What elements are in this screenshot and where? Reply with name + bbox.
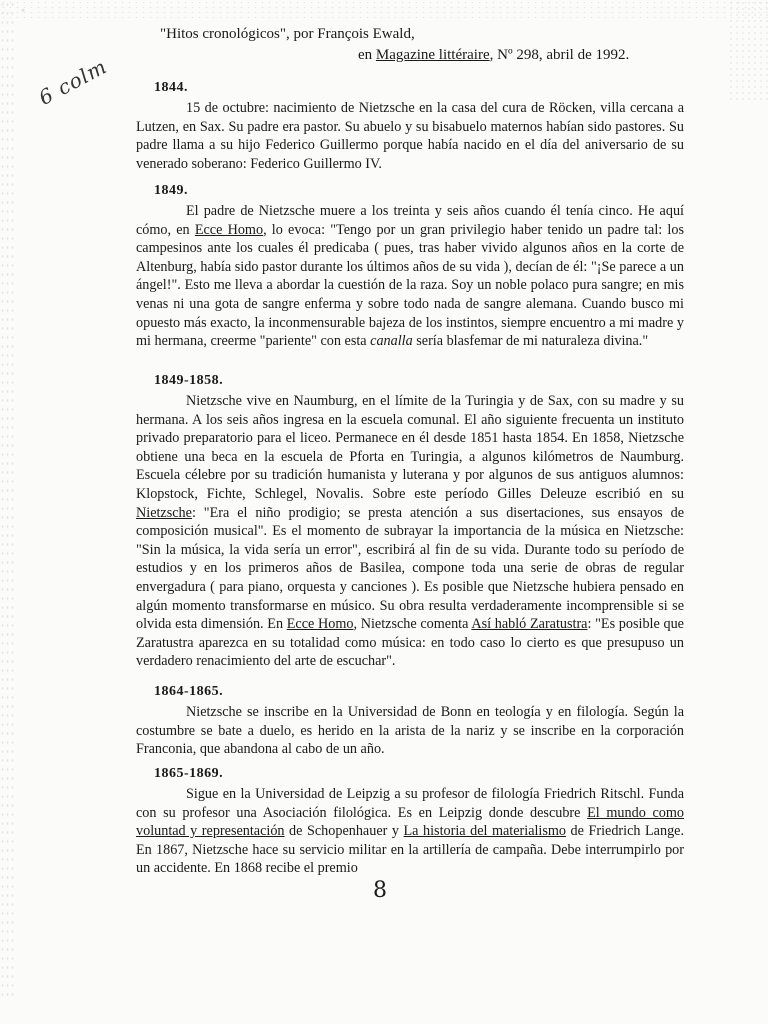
book-title: Ecce Homo — [286, 616, 354, 633]
section-text: Nietzsche vive en Naumburg, en el límite de la Turingia y de Sax, con su madre y su hermana. A los seis años ingresa en la escuela comunal. El año siguiente frecuenta un instituto privado preparatorio para el liceo. Permanece en él desde 1851 hasta 1854. En 1858, Nietzsche obtiene una beca en la escuela de Pforta en Turingia, a algunos kilómetros de Naumburg. Escuela célebre por su tradición humanista y luterana y por algunos de sus antiguos alumnos: Klopstock, Fichte, Schlegel, Novalis. Sobre este período Gilles Deleuze escribió en su Nietzsche: "Era el niño prodigio; se presta atención a sus disertaciones, sus ensayos de composición musical". Es el momento de subrayar la importancia de la música en Nietzsche: "Sin la música, la vida sería un error", escribirá al fin de su vida. Durante todo su período de estudios y en los primeros años de Basilea, compone toda una serie de obras de regular envergadura ( para piano, orquesta y canciones ). Es posible que Nietzsche hubiera pensado en algún momento transformarse en músico. Su obra resulta verdaderamente incomprensible si se olvida esta dimensión. En Ecce Homo, Nietzsche comenta Así habló Zaratustra: "Es posible que Zaratustra aparezca en su totalidad como música: en todo caso lo cierto es que presupuso un verdadero renacimiento del arte de escuchar". — [136, 393, 684, 670]
section-year: 1849. — [154, 183, 188, 198]
section-year: 1844. — [154, 80, 188, 95]
section-year: 1849-1858. — [154, 373, 224, 388]
book-title: La historia del materialismo — [403, 823, 567, 840]
book-title: Así habló Zaratustra — [471, 616, 588, 633]
scan-noise-top — [0, 0, 768, 18]
section-year: 1864-1865. — [154, 684, 224, 699]
section-1849 — [136, 183, 684, 351]
book-title: El mundo como voluntad y representación — [136, 804, 684, 840]
section-year: 1865-1869. — [154, 766, 224, 781]
scan-noise-left — [0, 0, 14, 1000]
section-1849-1858 — [136, 373, 684, 671]
handwritten-note: 6 colm — [34, 54, 112, 110]
section-text: 15 de octubre: nacimiento de Nietzsche en la casa del cura de Röcken, villa cercana a Lutzen, en Sax. Su padre era pastor. Su abuelo y su bisabuelo maternos habían sido pastores. Su padre llama a su hijo Federico Guillermo porque había nacido en el día del aniversario de su venerado soberano: Federico Guillermo IV. — [136, 100, 684, 172]
section-1864-1865 — [136, 684, 684, 759]
magazine-name: Magazine littéraire — [375, 47, 490, 63]
scan-noise-right — [728, 0, 768, 100]
book-title: Ecce Homo — [194, 221, 264, 238]
section-text: Nietzsche se inscribe en la Universidad de Bonn en teología y en filología. Según la costumbre se bate a duelo, es herido en la arista de la nariz y se inscribe en la corporación Franconia, que abandona al cabo de un año. — [136, 704, 684, 758]
citation-header — [160, 24, 660, 66]
citation-title: "Hitos cronológicos", por François Ewald, — [160, 26, 415, 42]
book-title: Nietzsche — [136, 504, 192, 521]
section-1844 — [136, 80, 684, 173]
section-1865-1869 — [136, 766, 684, 878]
page-number: 8 — [373, 878, 387, 903]
citation-source: en Magazine littéraire, Nº 298, abril de 1992. — [358, 47, 630, 63]
italic-word: canalla — [370, 333, 413, 350]
section-text: Sigue en la Universidad de Leipzig a su profesor de filología Friedrich Ritschl. Funda con su profesor una Asociación filológica. Es en Leipzig donde descubre El mundo como voluntad y representación de Schopenhauer y La historia del materialismo de Friedrich Lange. En 1867, Nietzsche hace su servicio militar en la artillería de campaña. Debe interrumpirlo por un accidente. En 1868 recibe el premio — [136, 786, 685, 877]
section-text: El padre de Nietzsche muere a los treinta y seis años cuando él tenía cinco. He aquí cómo, en Ecce Homo, lo evoca: "Tengo por un gran privilegio haber tenido un padre tal: los campesinos ante los cuales él predicaba ( pues, tras haber vivido algunos años en la corte de Altenburg, había sido pastor durante los últimos años de su vida ), decían de él: "¡Se parece a un ángel!". Esto me lleva a abordar la cuestión de la raza. Soy un noble polaco pura sangre; en mis venas ni una gota de sangre enferma y sobre todo nada de sangre alemana. Cuando busco mi opuesto más exacto, la inconmensurable bajeza de los instintos, siempre encuentro a mi madre y mi hermana, creerme "pariente" con esta canalla sería blasfemar de mi naturaleza divina." — [136, 203, 684, 350]
